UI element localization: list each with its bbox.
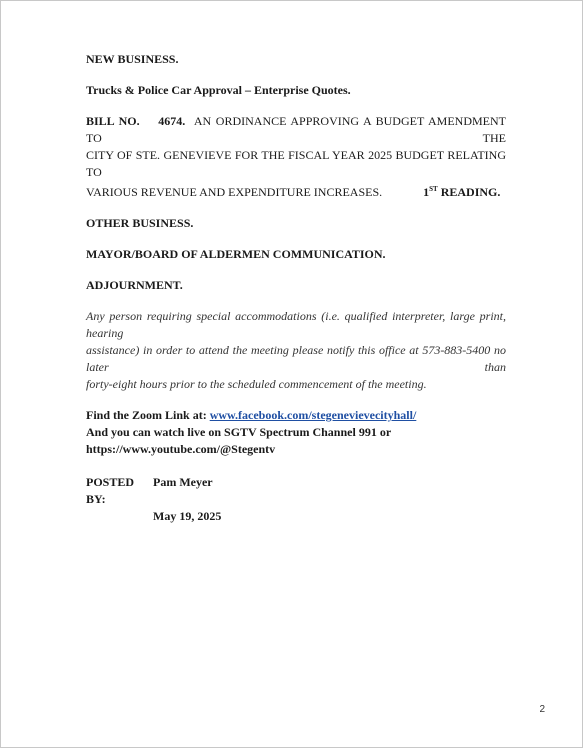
bill-number: 4674. [158, 114, 186, 128]
reading-number: 1 [423, 185, 430, 199]
zoom-info [86, 407, 506, 458]
mayor-board-communication-heading: MAYOR/BOARD OF ALDERMEN COMMUNICATION. [86, 247, 386, 261]
trucks-police-car-item: Trucks & Police Car Approval – Enterprise Quotes. [86, 83, 351, 97]
watch-live-line: And you can watch live on SGTV Spectrum Channel 991 or [86, 425, 392, 439]
posted-by-block [86, 474, 506, 525]
page-number: 2 [539, 704, 545, 715]
bill-text-line1: AN ORDINANCE APPROVING A BUDGET AMENDMENT TO THE [86, 114, 506, 145]
posted-date: May 19, 2025 [153, 509, 222, 523]
posted-by-name: Pam Meyer [153, 475, 213, 489]
posted-by-label: POSTED BY: [86, 475, 135, 506]
accommodation-line1: Any person requiring special accommodations (i.e. qualified interpreter, large print, hearing [86, 309, 506, 340]
zoom-prefix: Find the Zoom Link at: [86, 408, 207, 422]
bill-text-line3: VARIOUS REVENUE AND EXPENDITURE INCREASES. [86, 185, 383, 199]
bill-label: BILL NO. [86, 114, 140, 128]
adjournment-heading: ADJOURNMENT. [86, 278, 183, 292]
reading-suffix: ST [429, 185, 438, 193]
new-business-heading: NEW BUSINESS. [86, 52, 179, 66]
accommodation-line2: assistance) in order to attend the meeting please notify this office at 573-883-5400 no later than [86, 343, 506, 374]
reading-label [423, 185, 500, 199]
bill-text-line2: CITY OF STE. GENEVIEVE FOR THE FISCAL YEAR 2025 BUDGET RELATING TO [86, 148, 506, 179]
agenda-content [86, 51, 506, 525]
youtube-url: https://www.youtube.com/@Stegentv [86, 442, 276, 456]
other-business-heading: OTHER BUSINESS. [86, 216, 194, 230]
bill-item [86, 113, 506, 201]
accommodation-notice [86, 308, 506, 393]
accommodation-line3: forty-eight hours prior to the scheduled commencement of the meeting. [86, 377, 427, 391]
reading-text: READING. [440, 185, 501, 199]
facebook-link[interactable]: www.facebook.com/stegenevievecityhall/ [209, 408, 417, 422]
